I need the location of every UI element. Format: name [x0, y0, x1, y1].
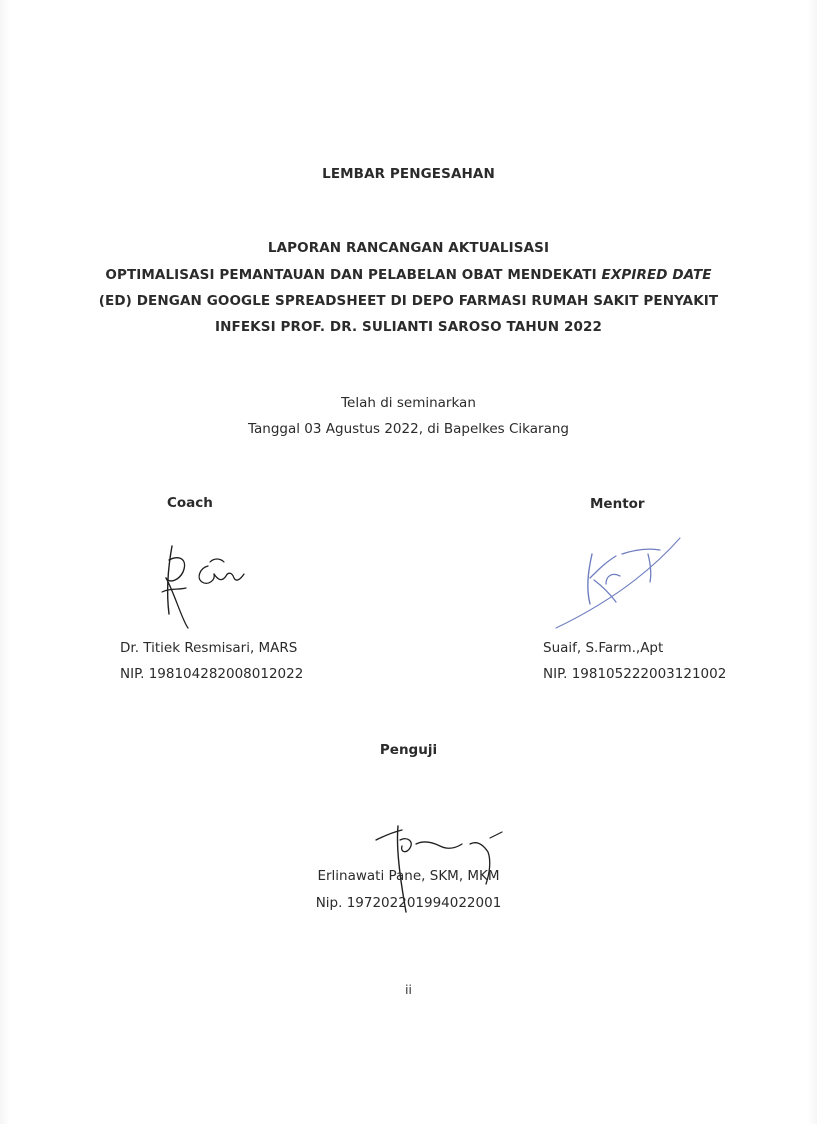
report-title-line-2-main: OPTIMALISASI PEMANTAUAN DAN PELABELAN OBAT MENDEKATI: [105, 267, 597, 283]
seminar-statement: Telah di seminarkan: [341, 395, 476, 411]
mentor-nip: NIP. 198105222003121002: [543, 666, 727, 682]
coach-signature-icon: [150, 538, 260, 630]
coach-label: Coach: [167, 495, 213, 511]
report-title-line-4: INFEKSI PROF. DR. SULIANTI SAROSO TAHUN 2022: [215, 319, 602, 335]
page-heading: LEMBAR PENGESAHAN: [322, 166, 495, 182]
mentor-signature-icon: [550, 532, 690, 632]
report-title-line-2: [0, 267, 817, 283]
seminar-date-location: Tanggal 03 Agustus 2022, di Bapelkes Cikarang: [248, 421, 569, 437]
report-title-line-3: (ED) DENGAN GOOGLE SPREADSHEET DI DEPO FARMASI RUMAH SAKIT PENYAKIT: [98, 293, 719, 309]
penguji-label: Penguji: [379, 742, 438, 758]
penguji-nip: Nip. 197202201994022001: [315, 895, 502, 911]
page-number: ii: [405, 983, 412, 997]
mentor-label: Mentor: [590, 496, 645, 512]
penguji-name: Erlinawati Pane, SKM, MKM: [317, 868, 500, 884]
report-title-line-1: LAPORAN RANCANGAN AKTUALISASI: [267, 240, 550, 256]
report-title-line-2-italic: EXPIRED DATE: [601, 267, 712, 283]
coach-nip: NIP. 198104282008012022: [120, 666, 304, 682]
coach-name: Dr. Titiek Resmisari, MARS: [120, 640, 298, 656]
mentor-name: Suaif, S.Farm.,Apt: [543, 640, 664, 656]
